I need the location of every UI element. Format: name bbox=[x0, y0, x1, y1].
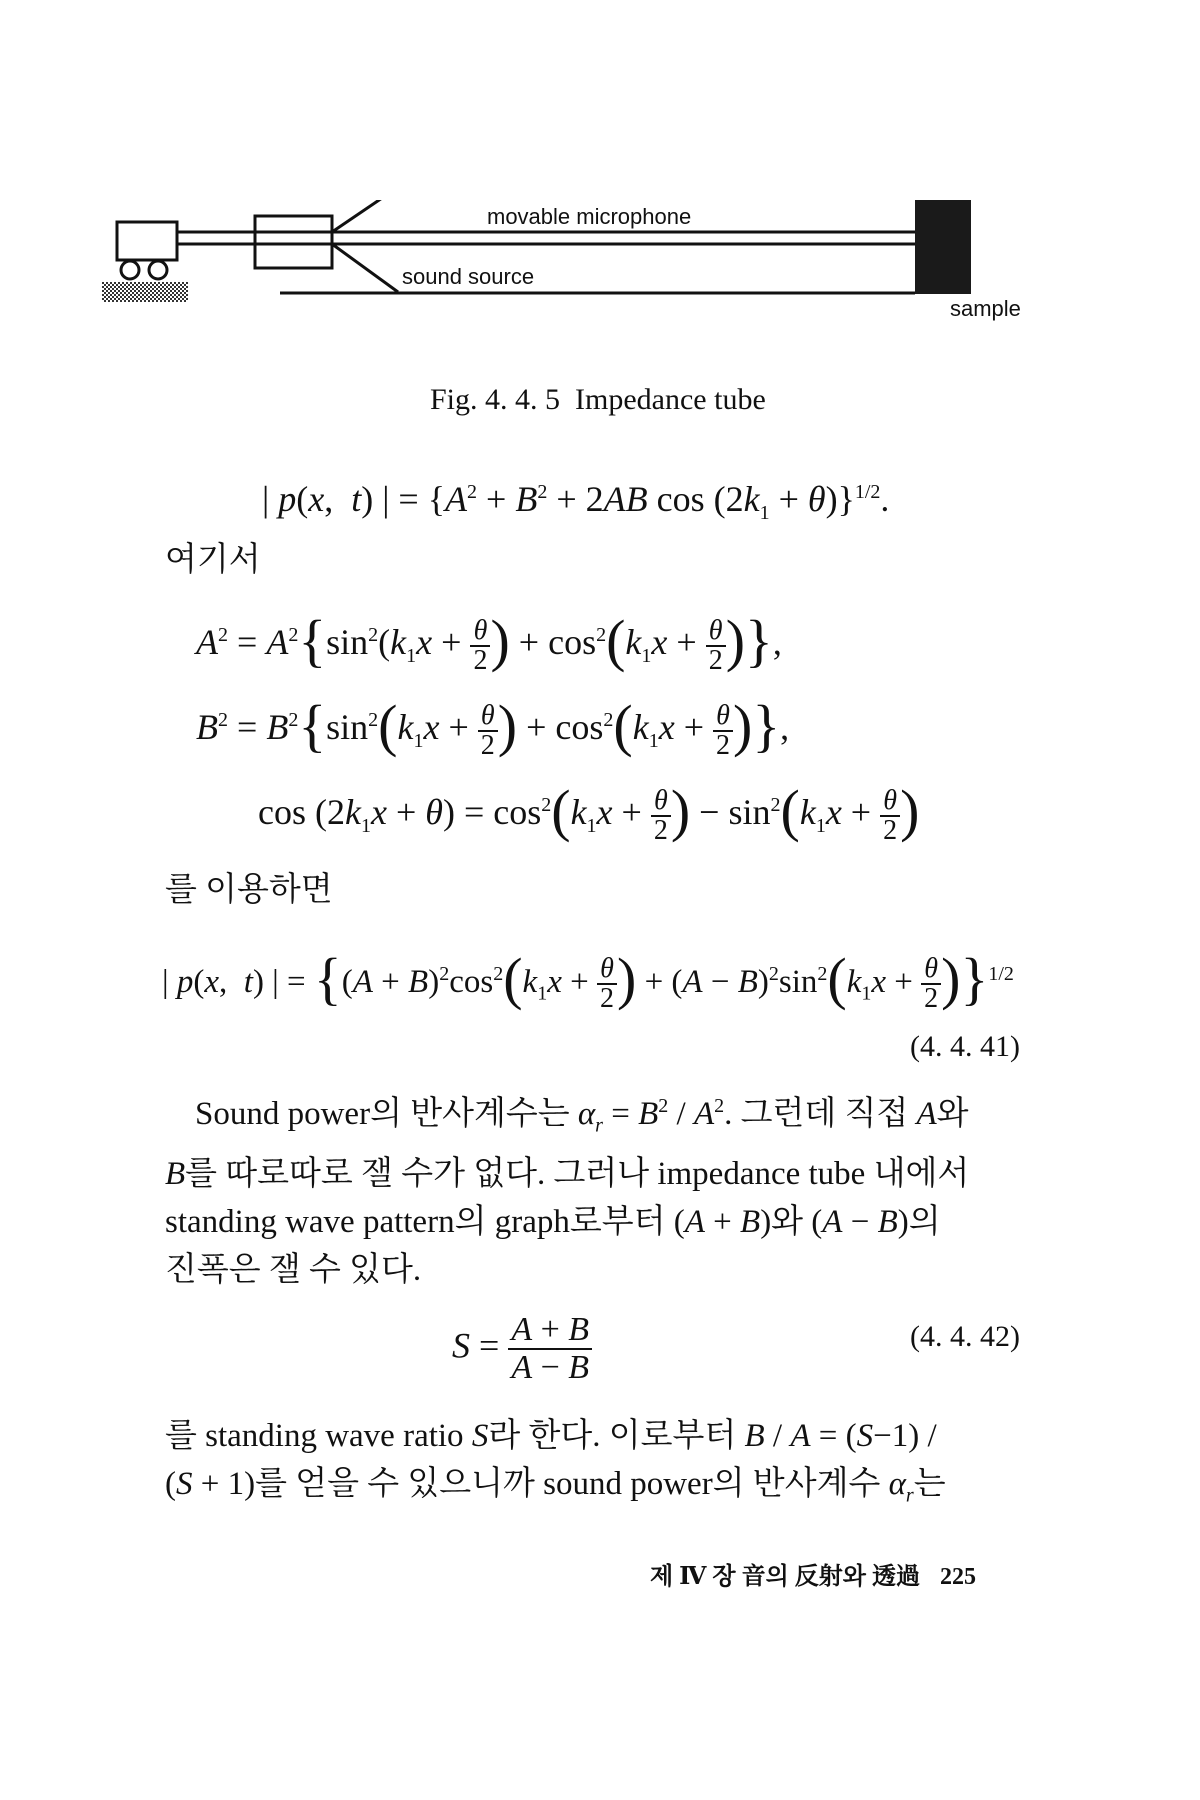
equation-4-4-42-number: (4. 4. 42) bbox=[910, 1320, 1020, 1353]
using-text: 를 이용하면 bbox=[165, 872, 333, 908]
paragraph-2 bbox=[165, 1412, 1045, 1520]
paragraph-2-line: 를 standing wave ratio S라 한다. 이로부터 B / A = (S−1) / bbox=[165, 1418, 937, 1454]
equation-cos: $\cos (2k_1x + \theta) = \cos^2(k_1x$ + $\frac{\theta}{2}$ ) − $\sin^2(k_1x$ + $\frac{\theta}{2}$ ) bbox=[258, 778, 920, 846]
equation-b2: $B^2 = B^2\{\sin^2(k_1x$ + $\frac{\theta}{2}$ ) + $\cos^2(k_1x$ + $\frac{\theta}{2}$ )}, bbox=[196, 693, 790, 761]
microphone-label: movable microphone bbox=[487, 204, 692, 229]
equation-4-4-41: | p(x, t) | = {$(A + B)^2\cos^2(k_1x$ + $\frac{\theta}{2}$ ) + $(A - B)^2\sin^2(k_1x$ + $\frac{\theta}{2}$ )}$^{1/2}$ bbox=[162, 946, 1014, 1015]
paragraph-1 bbox=[165, 1082, 1045, 1294]
paragraph-2-line: (S + 1)를 얻을 수 있으니까 sound power의 반사계수 $\alpha_r$는 bbox=[165, 1466, 946, 1507]
page-footer bbox=[650, 1556, 976, 1591]
cart-body bbox=[117, 222, 177, 260]
where-text: 여기서 bbox=[165, 542, 261, 578]
cart-wheel bbox=[121, 261, 139, 279]
paragraph-1-line: Sound power의 반사계수는 $\alpha_r = B^2 / A^2$. 그런데 직접 A와 bbox=[195, 1095, 969, 1137]
paragraph-1-line: 진폭은 잴 수 있다. bbox=[165, 1251, 422, 1288]
paragraph-1-line: standing wave pattern의 graph로부터 (A + B)와 (A − B)의 bbox=[165, 1203, 941, 1240]
equation-4-4-41-number: (4. 4. 41) bbox=[910, 1030, 1020, 1063]
equation-intensity: | p(x, t) | = {$A^2 + B^2 + 2AB$ $\cos (2k_1 + \theta)\}^{1/2}$. bbox=[262, 479, 890, 525]
source-holder bbox=[255, 216, 332, 268]
equation-a2: $A^2 = A^2\{\sin^2(k_1x$ + $\frac{\theta}{2}$ ) + $\cos^2(k_1x$ + $\frac{\theta}{2}$ )}, bbox=[196, 608, 782, 676]
page-number: 225 bbox=[939, 1564, 976, 1590]
chapter-title: 제 Ⅳ 장 音의 反射와 透過 bbox=[650, 1564, 920, 1590]
sample-block bbox=[915, 200, 971, 294]
paragraph-1-line: B를 따로따로 잴 수가 없다. 그러나 impedance tube 내에서 bbox=[165, 1155, 970, 1192]
source-label: sound source bbox=[402, 264, 535, 289]
sample-label: sample bbox=[950, 296, 1021, 321]
impedance-tube-figure bbox=[100, 200, 1050, 370]
equation-4-4-42: S = $\frac{A + B}{A - B}$ bbox=[452, 1312, 592, 1386]
ground-hatch bbox=[102, 282, 188, 302]
figure-caption: Fig. 4. 4. 5 Impedance tube bbox=[430, 383, 766, 416]
cart-wheel bbox=[149, 261, 167, 279]
